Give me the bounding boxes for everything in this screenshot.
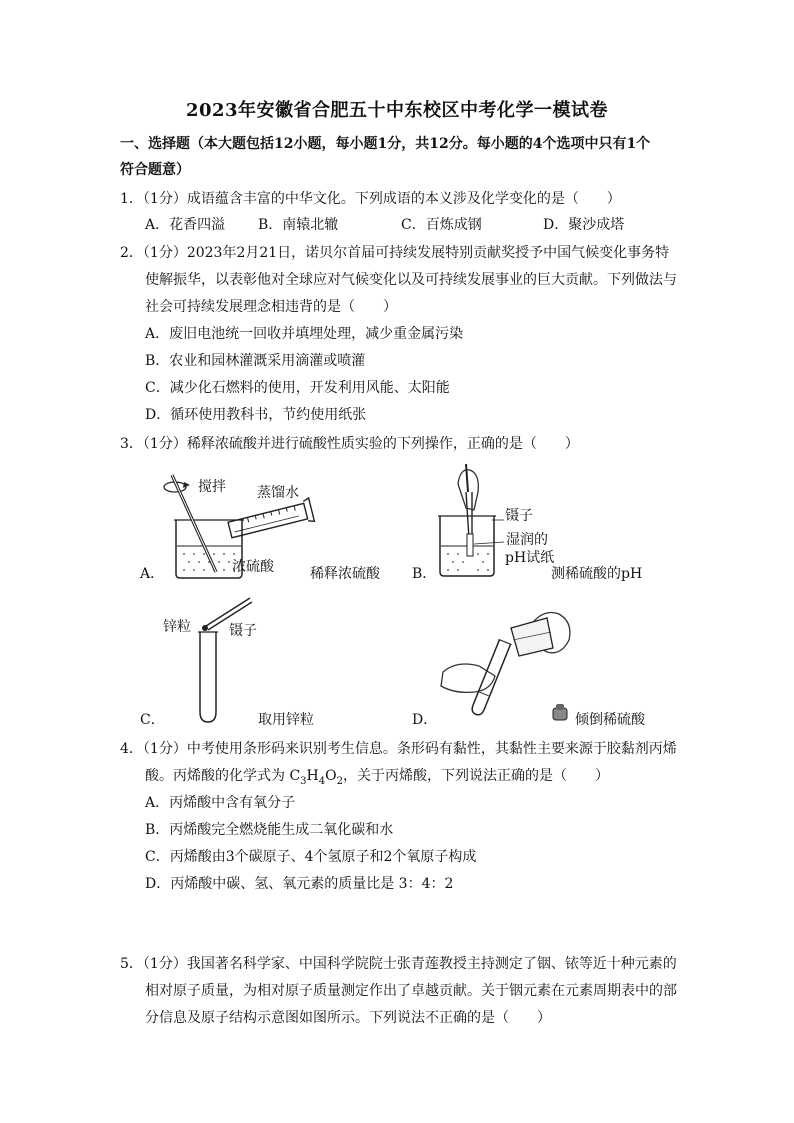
q1-option-d: D．聚沙成塔 xyxy=(543,217,625,233)
label-tweezers-b: 镊子 xyxy=(505,508,533,524)
figure-c-caption: 取用锌粒 xyxy=(258,712,314,728)
label-wet: 湿润的 xyxy=(506,532,548,548)
q2-stem-line1: 2．（1分）2023年2月21日，诺贝尔首届可持续发展特别贡献奖授予中国气候变化事务特 xyxy=(120,245,670,261)
q2-option-b: B．农业和园林灌溉采用滴灌或喷灌 xyxy=(145,353,366,369)
q1-option-b: B．南辕北辙 xyxy=(258,217,339,233)
figure-a-caption: 稀释浓硫酸 xyxy=(310,566,380,582)
hand-icon xyxy=(441,664,495,692)
section-heading-line2: 符合题意） xyxy=(120,162,190,178)
q4-stem-line1: 4．（1分）中考使用条形码来识别考生信息。条形码有黏性，其黏性主要来源于胶黏剂丙烯 xyxy=(120,741,677,757)
q3-stem: 3．（1分）稀释浓硫酸并进行硫酸性质实验的下列操作，正确的是（ ） xyxy=(120,436,579,452)
q2-option-a: A．废旧电池统一回收并填埋处理，减少重金属污染 xyxy=(145,326,464,342)
q4-stem-line2: 酸。丙烯酸的化学式为 $C_3H_4O_2$，关于丙烯酸，下列说法正确的是（ ） xyxy=(145,768,609,787)
q4-option-b: B．丙烯酸完全燃烧能生成二氧化碳和水 xyxy=(145,822,394,838)
q1-option-c: C．百炼成钢 xyxy=(401,217,482,233)
figure-b-letter: B． xyxy=(412,566,437,582)
reagent-bottle xyxy=(511,618,553,656)
figure-c-letter: C． xyxy=(140,712,165,728)
q2-stem-line3: 社会可持续发展理念相违背的是（ ） xyxy=(145,299,397,315)
figure-d-pouring xyxy=(435,600,580,730)
page-title: 2023年安徽省合肥五十中东校区中考化学一模试卷 xyxy=(185,100,609,121)
test-tube xyxy=(200,632,216,722)
label-ph-paper: pH试纸 xyxy=(505,550,555,566)
q5-stem-line1: 5．（1分）我国著名科学家、中国科学院院士张青莲教授主持测定了铟、铱等近十种元素的 xyxy=(120,956,677,972)
label-conc-acid: 浓硫酸 xyxy=(232,559,274,575)
q5-stem-line3: 分信息及原子结构示意图如图所示。下列说法不正确的是（ ） xyxy=(145,1010,551,1026)
q2-option-d: D．循环使用教科书，节约使用纸张 xyxy=(145,407,367,423)
figure-c-zinc xyxy=(190,588,270,728)
zinc-granule xyxy=(202,625,208,631)
label-zinc: 锌粒 xyxy=(163,619,191,635)
test-tube xyxy=(470,640,510,717)
q5-stem-line2: 相对原子质量，为相对原子质量测定作出了卓越贡献。关于铟元素在元素周期表中的部 xyxy=(145,983,677,999)
label-tweezers-c: 镊子 xyxy=(229,623,257,639)
q4-option-c: C．丙烯酸由3个碳原子、4个氢原子和2个氧原子构成 xyxy=(145,849,477,865)
ph-paper xyxy=(467,534,473,556)
label-stir: 搅拌 xyxy=(198,479,226,495)
graduated-cylinder xyxy=(227,498,314,542)
q2-option-c: C．减少化石燃料的使用，开发利用风能、太阳能 xyxy=(145,380,450,396)
q4-option-a: A．丙烯酸中含有氧分子 xyxy=(145,795,296,811)
q1-option-a: A．花香四溢 xyxy=(145,217,226,233)
section-heading-line1: 一、选择题（本大题包括12小题，每小题1分，共12分。每小题的4个选项中只有1个 xyxy=(120,136,651,152)
figure-a-letter: A． xyxy=(140,566,165,582)
q1-stem: 1．（1分）成语蕴含丰富的中华文化。下列成语的本义涉及化学变化的是（ ） xyxy=(120,191,621,207)
q4-option-d: D．丙烯酸中碳、氢、氧元素的质量比是 3：4：2 xyxy=(145,876,454,892)
figure-b-caption: 测稀硫酸的pH xyxy=(551,566,643,582)
label-distilled-water: 蒸馏水 xyxy=(257,485,299,501)
q2-stem-line2: 使解振华，以表彰他对全球应对气候变化以及可持续发展事业的巨大贡献。下列做法与 xyxy=(145,272,677,288)
figure-d-caption: 倾倒稀硫酸 xyxy=(575,712,645,728)
figure-d-letter: D． xyxy=(412,712,438,728)
